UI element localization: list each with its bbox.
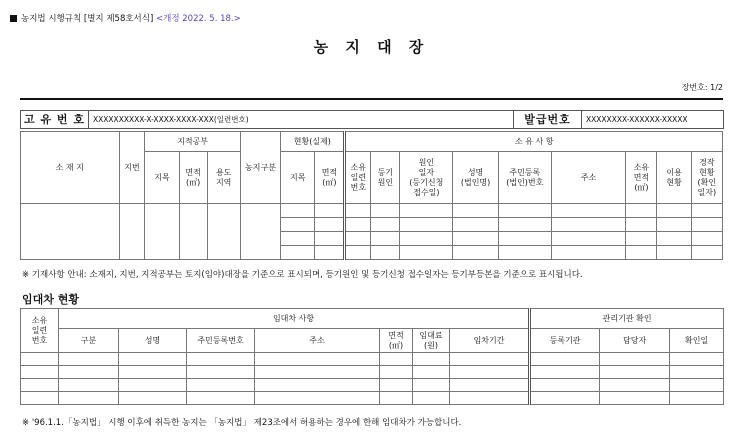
- cadastral-category-header: 지목: [145, 152, 179, 204]
- owned-area-header: 소유 면적 (㎡): [626, 152, 657, 204]
- lease-serial-header: 소유 일련 번호: [21, 309, 59, 353]
- ownership-group-header: 소 유 사 항: [345, 132, 723, 152]
- current-group-header: 현황(실제): [281, 132, 345, 152]
- form-reference: 농지법 시행규칙 [별지 제58호서식]: [21, 14, 154, 24]
- unique-number-value: XXXXXXXXXX-X-XXXX-XXXX-XXX(일련번호): [89, 111, 514, 129]
- lease-restriction-note: ※ '96.1.1.「농지법」 시행 이후에 취득한 농지는 「농지법」 제23조에서 허용하는 경우에 한해 임대차가 가능합니다.: [22, 418, 462, 428]
- usage-header: 이용 현황: [657, 152, 691, 204]
- lease-table: [20, 308, 724, 405]
- page-number: 장번호: 1/2: [681, 83, 723, 92]
- farm-class-header: 농지구분: [240, 132, 280, 204]
- owner-name-header: 성명 (법인명): [453, 152, 499, 204]
- officer-header: 담당자: [600, 329, 670, 353]
- location-header: 소 재 지: [21, 132, 120, 204]
- table-row: [21, 366, 724, 379]
- lease-section-title: 임대차 현황: [22, 293, 79, 306]
- lease-area-header: 면적 (㎡): [380, 329, 413, 353]
- lessee-address-header: 주소: [255, 329, 380, 353]
- page-title: 농 지 대 장: [313, 38, 430, 56]
- address-header: 주소: [551, 152, 626, 204]
- agency-group-header: 관리기관 확인: [530, 309, 724, 329]
- registration-cause-header: 등기 원인: [371, 152, 400, 204]
- table-row: [21, 353, 724, 366]
- lessee-name-header: 성명: [119, 329, 187, 353]
- form-header: [10, 12, 241, 24]
- lease-group-header: 임대차 사항: [59, 309, 530, 329]
- lot-number-header: 지번: [119, 132, 145, 204]
- current-area-header: 면적 (㎡): [315, 152, 345, 204]
- current-category-header: 지목: [281, 152, 315, 204]
- entry-guide-note: ※ 기재사항 안내: 소재지, 지번, 지적공부는 토지(임야)대장을 기준으로 표시되며, 등기원인 및 등기신청 접수일자는 등기부등본을 기준으로 표시됩니다.: [22, 270, 583, 280]
- table-row: [21, 392, 724, 405]
- top-rule: [20, 98, 723, 100]
- farming-status-header: 경작 현황 (확인 일자): [691, 152, 722, 204]
- rent-header: 임대료 (원): [413, 329, 450, 353]
- unique-number-label: 고 유 번 호: [21, 111, 89, 129]
- registering-agency-header: 등록기관: [530, 329, 600, 353]
- confirmation-date-header: 확인일: [670, 329, 724, 353]
- land-register-table: [20, 131, 723, 260]
- table-row: [21, 379, 724, 392]
- lease-type-header: 구분: [59, 329, 119, 353]
- lessee-resident-number-header: 주민등록번호: [187, 329, 255, 353]
- revision-date: <개정 2022. 5. 18.>: [156, 14, 241, 24]
- cadastral-group-header: 지적공부: [145, 132, 240, 152]
- square-bullet-icon: [10, 15, 17, 22]
- owner-serial-header: 소유 일련 번호: [345, 152, 371, 204]
- resident-number-header: 주민등록 (법인)번호: [498, 152, 551, 204]
- cause-date-header: 원인 일자 (등기신청 접수일): [400, 152, 453, 204]
- table-row: [21, 204, 723, 218]
- zoning-header: 용도 지역: [207, 152, 240, 204]
- id-table: [20, 110, 724, 129]
- lease-period-header: 임차기간: [450, 329, 530, 353]
- issue-number-label: 발급번호: [514, 111, 582, 129]
- issue-number-value: XXXXXXXX-XXXXXX-XXXXX: [582, 111, 724, 129]
- cadastral-area-header: 면적 (㎡): [179, 152, 207, 204]
